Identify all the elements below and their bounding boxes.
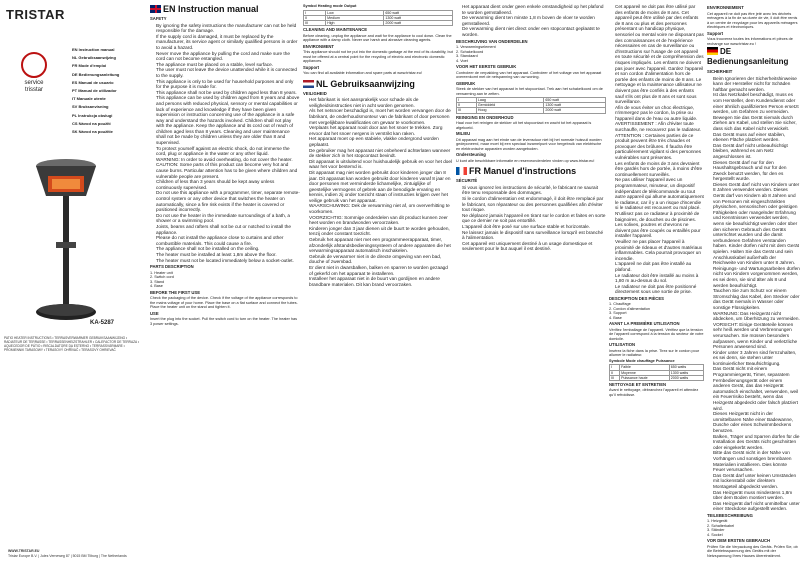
list-item: • Bewegen Sie das Gerät niemals durch Ziehen am Kabel, und stellen Sie sicher, dass sich das Kabel nicht verwickelt. bbox=[713, 115, 800, 132]
fr-safety-title: SÉCURITÉ bbox=[456, 178, 478, 184]
fr-heading: FR Manuel d'instructions bbox=[456, 166, 606, 176]
footer bbox=[8, 549, 138, 558]
en-safety-title: SAFETY bbox=[150, 16, 167, 21]
list-item: • Installeer het apparaat niet in de buurt van gordijnen en andere brandbare materialen. Dit kan brand veroorzaken. bbox=[309, 276, 453, 287]
fr-column bbox=[609, 4, 704, 572]
de-flag-icon bbox=[707, 47, 718, 55]
en-flag-icon bbox=[150, 5, 161, 13]
list-item: • WARNING: In order to avoid overheating, do not cover the heater. bbox=[156, 157, 300, 163]
list-item: • Balken, Träger und Sparren dürfen für die Installation des Geräts nicht geschnitten oder eingekerbt werden. bbox=[713, 434, 800, 451]
list-item: • L'appareil ne doit pas être installé au plafond. bbox=[615, 261, 704, 272]
nl-support-text: U kunt alle beschikbare informatie en reserveonderdelen vinden op www.tristar.eu! bbox=[456, 158, 595, 163]
part-item: 1. Verwarmingselement bbox=[456, 45, 496, 50]
nl-spec-table bbox=[456, 97, 606, 114]
language-item: IT Manuale utente bbox=[72, 96, 106, 102]
nl-clean-text: Haal voor het reinigen de stekker uit het stopcontact en wacht tot het apparaat is afgekoeld. bbox=[456, 121, 592, 130]
list-item: • ATTENTION : Certaines parties de ce produit peuvent être très chaudes et provoquer des brûlures. Il faudra être particulièrement vigilant si des personnes vulnérables sont présentes. bbox=[615, 133, 704, 161]
list-item: • Cet appareil est uniquement destiné à un usage domestique et seulement pour le but auquel il est destiné. bbox=[462, 241, 606, 252]
service-icon bbox=[21, 52, 47, 78]
list-item: • Das Gerät darf unter keinen Umständen mit lockenstabil oder direktem Montageteil abgedeckt werden. bbox=[713, 473, 800, 490]
nl-flag-icon bbox=[303, 80, 314, 88]
de-parts-title: TEILEBESCHREIBUNG bbox=[707, 512, 753, 518]
nl-env-text: Dit apparaat mag aan het einde van de levensduur niet bij het normale huisvuil worden gedeponeerd, maar moet bij een speciaal inzamelpunt voor hergebruik van elektrische en elektronische apparaten worden aangeboden. bbox=[456, 137, 602, 151]
list-item: • Si le cordon d'alimentation est endommagé, il doit être remplacé par le fabricant, son réparateur ou des personnes qualifiées afin d'éviter tout risque. bbox=[462, 196, 606, 213]
nl-safety-list bbox=[303, 97, 453, 287]
nl-env-title: MILIEU bbox=[456, 131, 471, 137]
en-spec-title: Symbol Heating mode Output bbox=[303, 4, 357, 8]
en-clean-text: Before cleaning, unplug the appliance and wait for the appliance to cool down. Clean the appliance with a damp cloth. Never use harsh and abrasive cleaning agents. bbox=[303, 33, 452, 43]
list-item: • Dieses Heizgerät nicht in der unmittelbaren Nähe einer Badewanne, Dusche oder eines Schwimmbeckens benutzen. bbox=[713, 411, 800, 433]
part-item: 4. Base bbox=[150, 284, 163, 289]
fr-env-title: ENVIRONNEMENT bbox=[707, 5, 744, 10]
list-item: • Afin de vous éviter un choc électrique, n'immergez pas le cordon, la prise ou l'appareil dans de l'eau ou autre liquide. bbox=[615, 105, 704, 122]
list-item: • The appliance must be placed on a stable, level surface. bbox=[156, 62, 300, 68]
part-item: 2. Switch cord bbox=[150, 275, 174, 280]
part-item: 2. Schalterkabel bbox=[707, 523, 735, 528]
language-list bbox=[72, 46, 132, 136]
part-item: 4. Sockel bbox=[707, 532, 723, 537]
list-item: • Les solives, poutres et chevrons ne doivent pas être coupés ou entaillés pour installer l'appareil. bbox=[615, 222, 704, 239]
list-item: • Das Gerät darf nicht unbeaufsichtigt bleiben, während es am Netz angeschlossen ist. bbox=[713, 143, 800, 160]
list-item: • Als het netsnoer beschadigd is, moet het worden vervangen door de fabrikant, de onderhoudsmonteur van de fabrikant of door personen met vergelijkbare kwalificaties om gevaar te voorkomen. bbox=[309, 108, 453, 125]
part-item: 2. Cordon d'alimentation bbox=[609, 306, 651, 311]
nl-safety-title: VEILIGHEID bbox=[303, 90, 327, 96]
list-item: • Dieses Gerät darf nur für den Haushaltsgebrauch und nur für den Zweck benutzt werden, für den es hergestellt wurde. bbox=[713, 160, 800, 182]
list-item: • By ignoring the safety instructions the manufacturer can not be held responsible for the damage. bbox=[156, 23, 300, 34]
part-item: 4. Base bbox=[609, 315, 622, 320]
list-item: • Les enfants de moins de 3 ans devraient être gardés hors de portée, à moins d'être continuellement surveillés. bbox=[615, 161, 704, 178]
list-item: • Ne pas utiliser l'appareil avec un programmateur, minuteur, un dispositif indépendant de télécommande ou tout autre appareil qui allume automatiquement le radiateur, car il y a un risque d'incendie si le radiateur est recouvert ou mal placé. bbox=[615, 177, 704, 211]
table-row: I Low 650 watt bbox=[304, 10, 453, 15]
language-item: EN Instruction manual bbox=[72, 47, 115, 52]
de-column bbox=[707, 4, 800, 572]
list-item: • Children of less than 3 years should be kept away unless continuously supervised. bbox=[156, 179, 300, 190]
part-item: 3. Support bbox=[609, 311, 627, 316]
list-item: • To protect yourself against an electric shock, do not immerse the cord, plug or appliance in the water or any other liquid. bbox=[156, 146, 300, 157]
table-row: II Moyenne 1300 watts bbox=[610, 370, 704, 375]
fr-clean-title: NETTOYAGE ET ENTRETIEN bbox=[609, 381, 667, 387]
list-item: • De verwarming dient ten minste 1,8 m boven de vloer te worden geïnstalleerd. bbox=[462, 15, 606, 26]
list-item: • Joists, beams and rafters shall not be cut or notched to install the appliance. bbox=[156, 224, 300, 235]
table-row: III High 2000 watt bbox=[304, 20, 453, 25]
fr-safety-list-continued bbox=[609, 4, 704, 295]
list-item: • Er dient niet in dwarsbalken, balken en sparren te worden gezaagd of gekerfd om het apparaat te installeren. bbox=[309, 265, 453, 276]
part-item: 1. Chauffage bbox=[609, 302, 631, 307]
footer-url: WWW.TRISTAR.EU bbox=[8, 549, 40, 553]
list-item: • The appliance shall not be installed on the ceiling. bbox=[156, 246, 300, 252]
en-env-title: ENVIRONMENT bbox=[303, 43, 334, 49]
list-item: • Kinderen jonger dan 3 jaar dienen uit de buurt te worden gehouden, tenzij onder constant toezicht. bbox=[309, 226, 453, 237]
list-item: • De gebruiker mag het apparaat niet onbeheerd achterlaten wanneer de stekker zich in het stopcontact bevindt. bbox=[309, 148, 453, 159]
list-item: • Ne laissez jamais le dispositif sans surveillance lorsqu'il est branché à l'alimentation. bbox=[462, 230, 606, 241]
list-item: • This appliance is only to be used for household purposes and only for the purpose it is made for. bbox=[156, 79, 300, 90]
en-before-title: BEFORE THE FIRST USE bbox=[150, 289, 201, 295]
list-item: • CAUTION: Some parts of this product can become very hot and cause burns. Particular attention has to be given where children and vulnerable people are present. bbox=[156, 162, 300, 179]
part-item: 4. Voet bbox=[456, 58, 468, 63]
en-use-text: Insert the plug into the socket. Pull the switch cord to turn on the heater. The heater has 3 power settings. bbox=[150, 317, 298, 326]
list-item: • WARNUNG: Das Heizgerät nicht abdecken, um Überhitzung zu vermeiden. bbox=[713, 311, 800, 322]
de-safety-list bbox=[707, 76, 800, 512]
table-row: II Gemiddeld 1300 watt bbox=[457, 103, 606, 108]
list-item: • Dit apparaat mag niet worden gebruikt door kinderen jonger dan 8 jaar. Dit apparaat kan worden gebruikt door kinderen vanaf 8 jaar en door personen met verminderde lichamelijke, zintuiglijke of geestelijke vermogens of gebrek aan de benodigde ervaring en kennis, indien zij onder toezicht staan of instructies krijgen over het veilige gebruik van het apparaat. bbox=[309, 170, 453, 204]
list-item: • Le radiateur ne doit pas être positionné directement sous une sortie de prise. bbox=[615, 284, 704, 295]
language-item: SK Návod na použitie bbox=[72, 129, 113, 135]
part-item: 1. Heizgerät bbox=[707, 519, 728, 524]
nl-clean-title: REINIGING EN ONDERHOUD bbox=[456, 114, 514, 120]
language-item: ES Manual de usuario bbox=[72, 79, 114, 85]
table-row: III Hoog 2000 watt bbox=[457, 108, 606, 113]
language-item: DE Bedienungsanleitung bbox=[72, 71, 120, 77]
list-item: • Please do not install the appliance close to curtains and other combustible materials. This could cause a fire. bbox=[156, 235, 300, 246]
de-before-text: Prüfen Sie die Verpackung des Geräts. Prüfen Sie, ob die Betriebsspannung des Geräts mit der Netzspannung Ihres Hauses übereinstimmt. bbox=[707, 544, 798, 558]
product-translations: PATIO HEATER INSTRUCTIONS • TERRASVERWARMER GEBRUIKSAANWIJZING • RADIATEUR DE TERRASSE • TERRASSENHEIZSTRAHLER • CALEFACTOR DE TERRAZA • AQUECEDOR DE PÁTIO • RISCALDATORE DA ESTERNO • TERRASSVÄRMARE • PROMIENNIK TARASOWY • TERASOVÝ OHŘÍVAČ • TERASOVÝ OHRIEVAČ bbox=[4, 336, 140, 352]
en-support-title: Support bbox=[303, 64, 320, 70]
list-item: • Ist das Netzkabel beschädigt, muss es vom Hersteller, dem Kundendienst oder einer ähnlich qualifizierten Person ersetzt werden, um Gefahren zu vermeiden. bbox=[713, 92, 800, 114]
en-safety-list bbox=[150, 23, 300, 264]
fr-parts-title: DESCRIPTION DES PIÈCES bbox=[609, 295, 664, 301]
list-item: • Veuillez ne pas placer l'appareil à proximité de rideaux et d'autres matériaux inflammables. Cela pourrait provoquer un incendie. bbox=[615, 239, 704, 261]
model-number: KA-5287 bbox=[90, 320, 115, 326]
list-item: • Beim Ignorieren der Sicherheitshinweise kann der Hersteller nicht für Schäden haftbar gemacht werden. bbox=[713, 76, 800, 93]
list-item: • AVERTISSEMENT : Afin d'éviter toute surchauffe, ne recouvrez pas le radiateur. bbox=[615, 121, 704, 132]
de-safety-title: SICHERHEIT bbox=[707, 69, 733, 74]
nl-use-text: Steek de stekker van het apparaat in het stopcontact. Trek aan het schakelkoord om de verwarming aan te zetten. bbox=[456, 87, 603, 96]
fr-safety-list bbox=[456, 185, 606, 252]
part-item: 3. Ständer bbox=[707, 528, 725, 533]
footer-address: Tristar Europe B.V. | Jules Verneweg 87 | 5015 BM Tilburg | The Netherlands bbox=[8, 553, 127, 558]
part-item: 2. Schakelkoord bbox=[456, 49, 484, 54]
list-item: • Het apparaat dient onder geen enkele omstandigheid op het plafond te worden geïnstalleerd. bbox=[462, 4, 606, 15]
de-before-title: VOR DEM ERSTEN GEBRAUCH bbox=[707, 538, 771, 544]
nl-support-title: Ondersteuning bbox=[456, 152, 486, 158]
fr-flag-icon bbox=[456, 167, 467, 175]
language-item: SV Bruksanvisning bbox=[72, 104, 109, 110]
fr-before-text: Vérifiez l'emballage de l'appareil. Vérifiez que la tension de l'appareil correspond à la tension du secteur de votre domicile. bbox=[609, 327, 704, 341]
list-item: • Ne déplacez jamais l'appareil en tirant sur le cordon et faites en sorte que ce dernier ne soit pas entortillé. bbox=[462, 213, 606, 224]
fr-support-text: Vous trouverez toutes les informations et pièces de rechange sur www.tristar.eu ! bbox=[707, 37, 793, 46]
fr-spec-title: Symbole Mode chauffage Puissance bbox=[609, 358, 675, 363]
list-item: • This appliance shall not be used by children aged less than 8 years. This appliance can be used by children aged from 8 years and above and persons with reduced physical, sensory or mental capabilities or lack of experience and knowledge if they have been given supervision or instruction concerning use of the appliance in a safe way and understand the hazards involved. Children shall not play with the appliance. Keep the appliance and its cord out of reach of children aged less than 8 years. Cleaning and user maintenance shall not be made by children unless they are older than 8 and supervised. bbox=[156, 90, 300, 146]
list-item: • The heater must not be located immediately below a socket-outlet. bbox=[156, 258, 300, 264]
list-item: • Bitte das Gerät nicht in der Nähe von Vorhängen und sonstigen brennbaren Materialien installieren. Dies könnte Feuer verursachen. bbox=[713, 450, 800, 472]
en-clean-title: CLEANING AND MAINTENANCE bbox=[303, 27, 368, 33]
nl-safety-list-continued bbox=[456, 4, 606, 38]
service-badge bbox=[14, 52, 54, 94]
tristar-logo bbox=[6, 6, 68, 20]
service-line2: trisstar bbox=[25, 87, 43, 93]
nl-parts-title: BESCHRIJVING VAN ONDERDELEN bbox=[456, 38, 528, 44]
en-use-title: USE bbox=[150, 310, 159, 316]
nl-heading: NL Gebruiksaanwijzing bbox=[303, 79, 453, 89]
list-item: • The heater must be installed at least 1,8m above the floor. bbox=[156, 252, 300, 258]
de-heading: DE Bedienungsanleitung bbox=[707, 47, 789, 66]
table-row: I Laag 650 watt bbox=[457, 98, 606, 103]
nl-use-title: GEBRUIK bbox=[456, 80, 476, 86]
list-item: • VOORZICHTIG: Sommige onderdelen van dit product kunnen zeer heet worden en brandwonden veroorzaken. bbox=[309, 215, 453, 226]
list-item: • Le radiateur doit être installé au moins à 1,80 m au-dessus du sol. bbox=[615, 273, 704, 284]
list-item: • Do not use this appliance with a programmer, timer, separate remote-control system or any other device that switches the heater on automatically, since a fire risk exists if the heater is covered or positioned incorrectly. bbox=[156, 190, 300, 212]
list-item: • If the supply cord is damaged, it must be replaced by the manufacturer, its service agent or similarly qualified persons in order to avoid a hazard. bbox=[156, 34, 300, 51]
list-item: • Das Gerät muss auf einer stabilen, ebenen Fläche platziert werden. bbox=[713, 132, 800, 143]
service-line1: service bbox=[24, 80, 44, 86]
fr-use-title: UTILISATION bbox=[609, 342, 635, 348]
list-item: • Dieses Gerät darf nicht von Kindern unter 8 Jahren verwendet werden. Dieses Gerät darf von Kindern ab 8 Jahren und von Personen mit eingeschränkten physischen, sensorischen oder geistigen Fähigkeiten oder mangelnder Erfahrung und Kenntnissen verwendet werden, wenn sie beaufsichtigt werden oder über den sicheren Gebrauch des Geräts unterrichtet wurden und die damit verbundenen Gefahren verstanden haben. Kinder dürfen nicht mit dem Gerät spielen. Halten Sie das Gerät und sein Anschlusskabel außerhalb der Reichweite von Kindern unter 8 Jahren. Reinigungs- und Wartungsarbeiten dürfen nicht von Kindern vorgenommen werden, es sei denn, sie sind älter als 8 und werden beaufsichtigt. bbox=[713, 182, 800, 288]
part-item: 1. Heater unit bbox=[150, 270, 173, 275]
list-item: • Das Gerät nicht mit einem Programmiergerät, Timer, separatem Fernbedienungsgerät oder einem anderen Gerät, das das Heizgerät automatisch einschaltet, verwenden, weil ein Feuerrisiko besteht, wenn das Heizgerät abgedeckt oder falsch platziert wird. bbox=[713, 366, 800, 411]
nl-column bbox=[303, 4, 453, 572]
fr-clean-text: Avant le nettoyage, débranchez l'appareil et attendez qu'il refroidisse. bbox=[609, 388, 699, 397]
list-item: • De verwarming dient niet direct onder een stopcontact geplaatst te worden. bbox=[462, 26, 606, 37]
list-item: • Never move the appliance by pulling the cord and make sure the cord can not become entangled. bbox=[156, 51, 300, 62]
language-item: PL Instrukcja obsługi bbox=[72, 112, 113, 118]
en-support-text: You can find all available information and spare parts at www.tristar.eu! bbox=[303, 71, 422, 76]
list-item: • Het apparaat moet op een stabiele, vlakke ondergrond worden geplaatst. bbox=[309, 136, 453, 147]
list-item: • L'appareil doit être posé sur une surface stable et horizontale. bbox=[462, 224, 606, 230]
list-item: • Tauchen Sie zum Schutz vor einem Stromschlag das Kabel, den Stecker oder das Gerät niemals in Wasser oder sonstige Flüssigkeiten. bbox=[713, 288, 800, 310]
patio-heater-image bbox=[28, 152, 104, 327]
fr-support-title: Support bbox=[707, 30, 724, 36]
list-item: • N'utilisez pas ce radiateur à proximité de baignoires, de douches ou de piscines. bbox=[615, 211, 704, 222]
en-heading: EN Instruction manual bbox=[150, 4, 300, 14]
list-item: • Gebruik de verwarmer niet in de directe omgeving van een bad, douche of zwembad. bbox=[309, 254, 453, 265]
list-item: • Cet appareil ne doit pas être utilisé par des enfants de moins de 8 ans. Cet appareil peut être utilisé par des enfants de 8 ans ou plus et des personnes présentant un handicap physique, sensoriel ou mental voire ne disposant pas des connaissances et de l'expérience nécessaires en cas de surveillance ou d'instructions sur l'usage de cet appareil en toute sécurité et de compréhension des risques impliqués. Les enfants ne doivent pas jouer avec l'appareil. Gardez l'appareil et son cordon d'alimentation hors de portée des enfants de moins de 8 ans. Le nettoyage et la maintenance utilisateur ne doivent pas être confiés à des enfants sauf s'ils ont plus de 8 ans et sont sous surveillance. bbox=[615, 4, 704, 105]
fr-use-text: Insérez la fiche dans la prise. Tirez sur le cordon pour allumer le radiateur. bbox=[609, 348, 700, 358]
en-spec-table bbox=[303, 10, 453, 27]
list-item: • WAARSCHUWING: Dek de verwarming niet af, om oververhitting te voorkomen. bbox=[309, 203, 453, 214]
list-item: • Het fabrikant is niet aansprakelijk voor schade als de veiligheidsinstructies niet in acht worden genomen. bbox=[309, 97, 453, 108]
list-item: • Das Heizgerät darf nicht unmittelbar unter einer Steckdose aufgestellt werden. bbox=[713, 501, 800, 512]
fr-before-title: AVANT LA PREMIÈRE UTILISATION bbox=[609, 321, 680, 327]
list-item: • Das Heizgerät muss mindestens 1,8m über dem Boden montiert werden. bbox=[713, 490, 800, 501]
language-item: FR Mode d'emploi bbox=[72, 63, 107, 69]
en-column bbox=[150, 4, 300, 572]
en-env-text: This appliance should not be put into the domestic garbage at the end of its durability, but must be offered at a central point for the recycling of electric and electronic domestic appliances. bbox=[303, 50, 453, 64]
list-item: • Si vous ignorez les instructions de sécurité, le fabricant ne saurait être tenu responsable des dommages. bbox=[462, 185, 606, 196]
list-item: • Gebruik het apparaat niet met een programmeerapparaat, timer, afzonderlijk afstandsbedieningssysteem of andere apparaten die het verwarmingsapparaat automatisch inschakelen. bbox=[309, 237, 453, 254]
language-item: PT Manual de utilizador bbox=[72, 88, 117, 94]
fr-spec-table bbox=[609, 364, 704, 381]
nl-fr-column bbox=[456, 4, 606, 572]
table-row: III Puissance haute 2000 watts bbox=[610, 375, 704, 380]
list-item: • The user must not leave the device unattended while it is connected to the supply. bbox=[156, 67, 300, 78]
table-row: II Medium 1300 watt bbox=[304, 15, 453, 20]
part-item: 3. Stand bbox=[150, 279, 165, 284]
en-parts-title: PARTS DESCRIPTION bbox=[150, 264, 194, 270]
brand-name: TRISTAR bbox=[6, 7, 65, 22]
list-item: • Dit apparaat is uitsluitend voor huishoudelijk gebruik en voor het doel waar het voor bestemd is. bbox=[309, 159, 453, 170]
list-item: • Verplaats het apparaat nooit door aan het snoer te trekken. Zorg ervoor dat het snoer nergens in verstrikt kan raken. bbox=[309, 125, 453, 136]
language-item: CS Návod na použití bbox=[72, 120, 111, 126]
nl-before-title: VOOR HET EERSTE GEBRUIK bbox=[456, 64, 517, 70]
nl-before-text: Controleer de verpakking van het apparaat. Controleer of het voltage van het apparaat overeenkomt met de netspanning van uw woning. bbox=[456, 70, 602, 80]
list-item: • VORSICHT: Einige Geräteteile können sehr heiß werden und Verbrennungen verursachen. Sie müssen besonders aufpassen, wenn Kinder und verletzliche Personen anwesend sind. bbox=[713, 322, 800, 350]
part-item: 3. Standaard bbox=[456, 54, 478, 59]
language-item: NL Gebruiksaanwijzing bbox=[72, 55, 116, 61]
fr-env-text: Cet appareil ne doit pas être jeté avec les déchets ménagers à la fin de sa durée de vie, il doit être remis à un centre de recyclage pour les appareils ménagers électriques et électroniques. bbox=[707, 11, 798, 29]
table-row: I Faible 650 watts bbox=[610, 365, 704, 370]
en-before-text: Check the packaging of the device. Check if the voltage of the appliance corresponds to the mains voltage of your home. Place the base on a flat surface and connect the tubes. Place the heater unit on the stand and tighten it. bbox=[150, 296, 298, 310]
list-item: • Kinder unter 3 Jahren sind fernzuhalten, es sei denn, sie stehen unter kontinuierlicher Beaufsichtigung. bbox=[713, 350, 800, 367]
list-item: • Do not use the heater in the immediate surroundings of a bath, a shower or a swimming pool. bbox=[156, 213, 300, 224]
